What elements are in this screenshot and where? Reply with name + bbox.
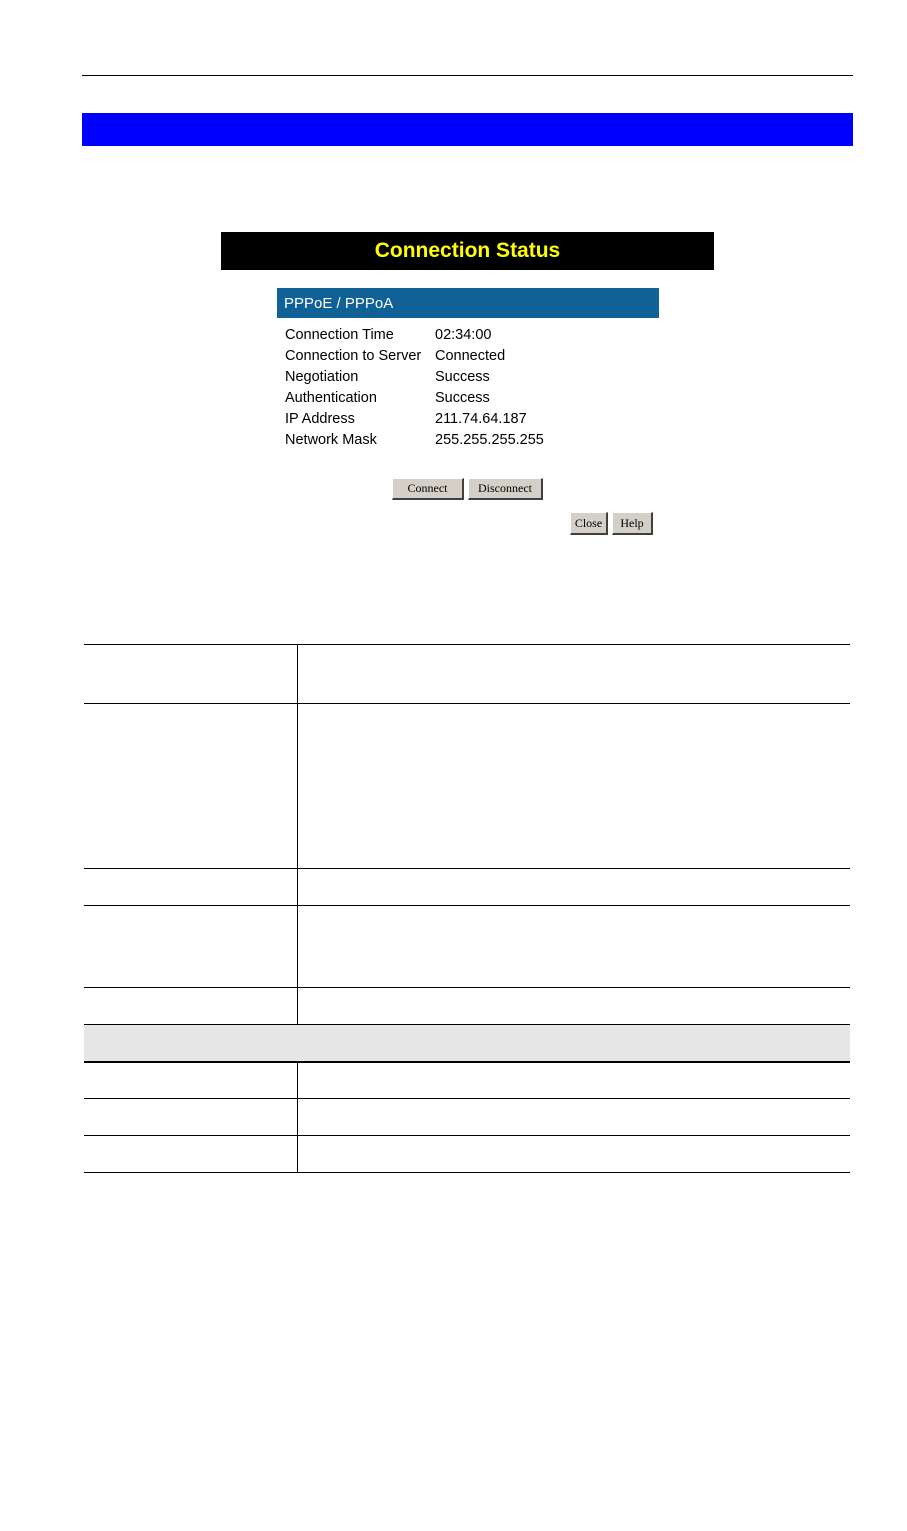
- status-label: Connection to Server: [285, 347, 422, 364]
- status-value: 02:34:00: [435, 326, 492, 343]
- status-label: Network Mask: [285, 431, 377, 448]
- status-label: Authentication: [285, 389, 377, 406]
- help-button[interactable]: Help: [612, 512, 653, 535]
- status-row-connection-time: [285, 324, 544, 345]
- status-value: Connected: [435, 347, 506, 364]
- table-cell: [298, 1099, 850, 1135]
- table-cell: [84, 1063, 298, 1098]
- table-cell: [298, 645, 850, 703]
- status-label: IP Address: [285, 410, 355, 427]
- table-row: [84, 1061, 850, 1098]
- status-label: Connection Time: [285, 326, 394, 343]
- status-value: Success: [435, 368, 490, 385]
- table-cell: [298, 1063, 850, 1098]
- table-cell: [297, 1025, 850, 1061]
- section-title-band: [82, 113, 853, 146]
- table-cell: [84, 645, 298, 703]
- table-row: [84, 1135, 850, 1172]
- section-header: [277, 288, 659, 318]
- dialog-title: Connection Status: [374, 239, 561, 262]
- table-cell: [298, 988, 850, 1024]
- table-cell: [84, 906, 298, 987]
- table-row: [84, 987, 850, 1024]
- status-row-authentication: [285, 387, 544, 408]
- close-button[interactable]: Close: [570, 512, 608, 535]
- status-row-negotiation: [285, 366, 544, 387]
- table-cell: [298, 1136, 850, 1172]
- table-cell: [84, 1136, 298, 1172]
- table-row: [84, 703, 850, 868]
- disconnect-button[interactable]: Disconnect: [468, 478, 543, 500]
- table-cell: [84, 1099, 298, 1135]
- table-bottom-rule: [84, 1172, 850, 1173]
- status-row-ip-address: [285, 408, 544, 429]
- status-label: Negotiation: [285, 368, 359, 385]
- status-value: 255.255.255.255: [435, 431, 544, 448]
- status-row-connection-to-server: [285, 345, 544, 366]
- table-cell: [84, 704, 298, 868]
- page-header-rule: [82, 75, 853, 76]
- status-row-network-mask: [285, 429, 544, 450]
- table-cell: [298, 906, 850, 987]
- status-list: [285, 324, 544, 450]
- table-row: [84, 868, 850, 905]
- section-header-label: PPPoE / PPPoA: [284, 294, 394, 312]
- description-table: [84, 644, 850, 1173]
- status-value: Success: [435, 389, 490, 406]
- table-cell: [298, 869, 850, 905]
- dialog-title-bar: [221, 232, 714, 270]
- table-cell: [84, 988, 298, 1024]
- table-cell: [84, 869, 298, 905]
- table-row: [84, 644, 850, 703]
- table-row: [84, 1098, 850, 1135]
- table-cell: [84, 1025, 297, 1061]
- table-cell: [298, 704, 850, 868]
- connect-button[interactable]: Connect: [392, 478, 464, 500]
- table-row: [84, 905, 850, 987]
- status-value: 211.74.64.187: [435, 410, 527, 427]
- table-section-row: [84, 1024, 850, 1061]
